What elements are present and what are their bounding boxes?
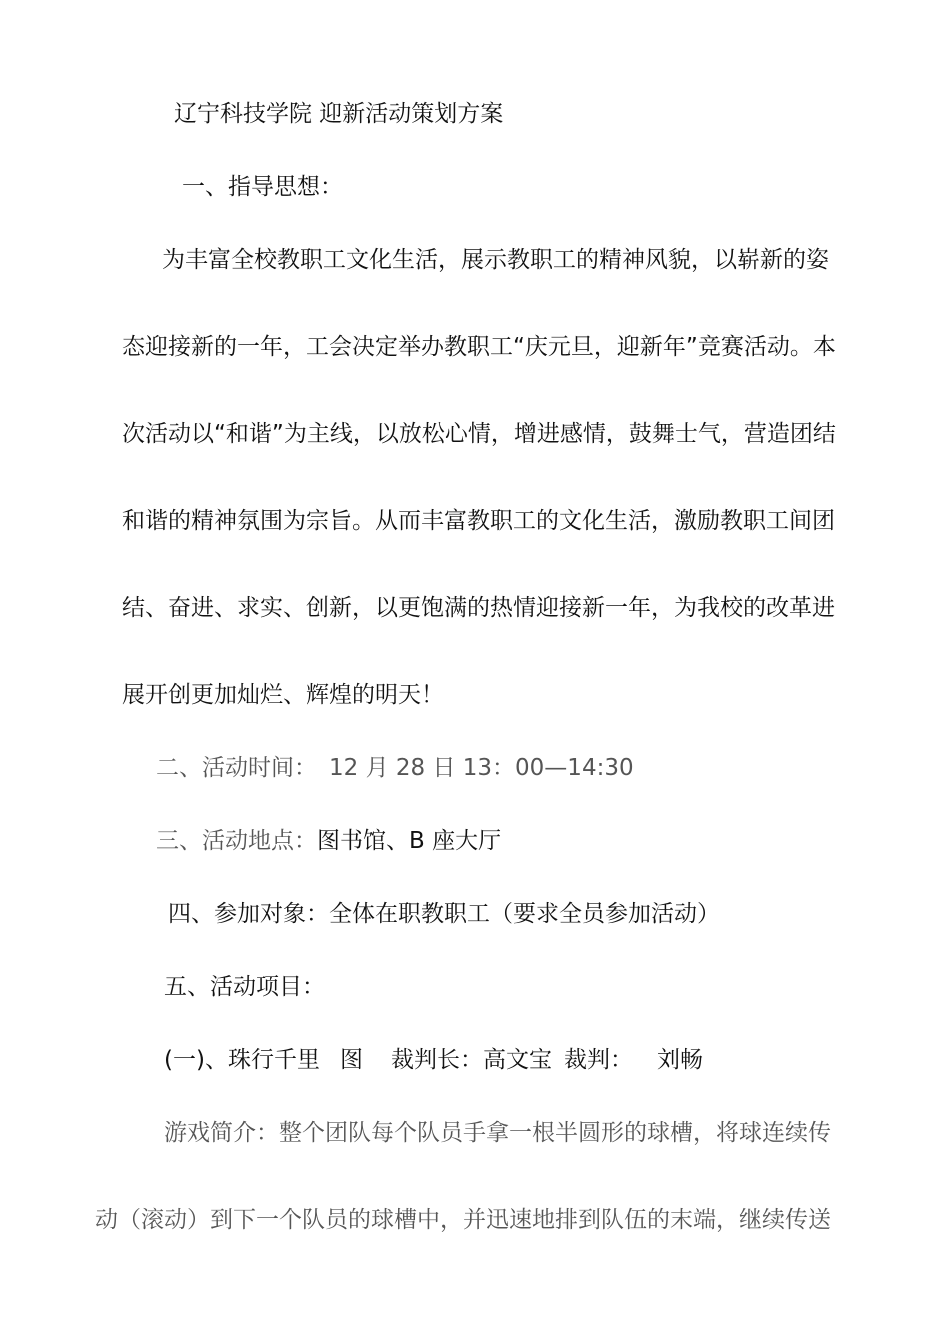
figure-ref: 图 [339, 1047, 363, 1073]
intro-line: 游戏简介：整个团队每个队员手拿一根半圆形的球槽，将球连续传 [164, 1120, 831, 1146]
section-label: 二、活动时间： [156, 755, 317, 781]
activity-time: 12 月 28 日 13：00—14:30 [329, 755, 634, 781]
section-heading-2 [156, 753, 634, 783]
section-heading-5: 五、活动项目： [164, 974, 325, 1000]
chief-judge-label: 裁判长： [390, 1047, 483, 1073]
paragraph-line: 为丰富全校教职工文化生活，展示教职工的精神风貌，以崭新的姿 [162, 247, 829, 273]
chief-judge-name: 高文宝 [482, 1047, 552, 1073]
item-name: (一)、珠行千里 [164, 1047, 320, 1073]
paragraph-line: 次活动以“和谐”为主线，以放松心情，增进感情，鼓舞士气，营造团结 [122, 421, 836, 447]
paragraph-line: 态迎接新的一年，工会决定举办教职工“庆元旦，迎新年”竞赛活动。本 [122, 334, 836, 360]
section-label: 四、参加对象： [168, 901, 329, 927]
paragraph-line: 和谐的精神氛围为宗旨。从而丰富教职工的文化生活，激励教职工间团 [122, 508, 835, 534]
judge-name: 刘畅 [656, 1047, 703, 1073]
paragraph-line: 展开创更加灿烂、辉煌的明天！ [122, 682, 444, 708]
section-heading-4 [168, 899, 720, 929]
paragraph-line: 结、奋进、求实、创新，以更饱满的热情迎接新一年，为我校的改革进 [122, 595, 835, 621]
judge-label: 裁判： [563, 1047, 633, 1073]
activity-location: 图书馆、B 座大厅 [317, 828, 502, 854]
document-title: 辽宁科技学院 迎新活动策划方案 [174, 101, 504, 127]
activity-item-1 [164, 1045, 703, 1075]
participants: 全体在职教职工（要求全员参加活动） [329, 901, 720, 927]
section-label: 三、活动地点： [156, 828, 317, 854]
section-heading-1: 一、指导思想： [182, 174, 343, 200]
intro-line: 动（滚动）到下一个队员的球槽中，并迅速地排到队伍的末端，继续传送 [95, 1207, 831, 1233]
section-heading-3 [156, 826, 501, 856]
